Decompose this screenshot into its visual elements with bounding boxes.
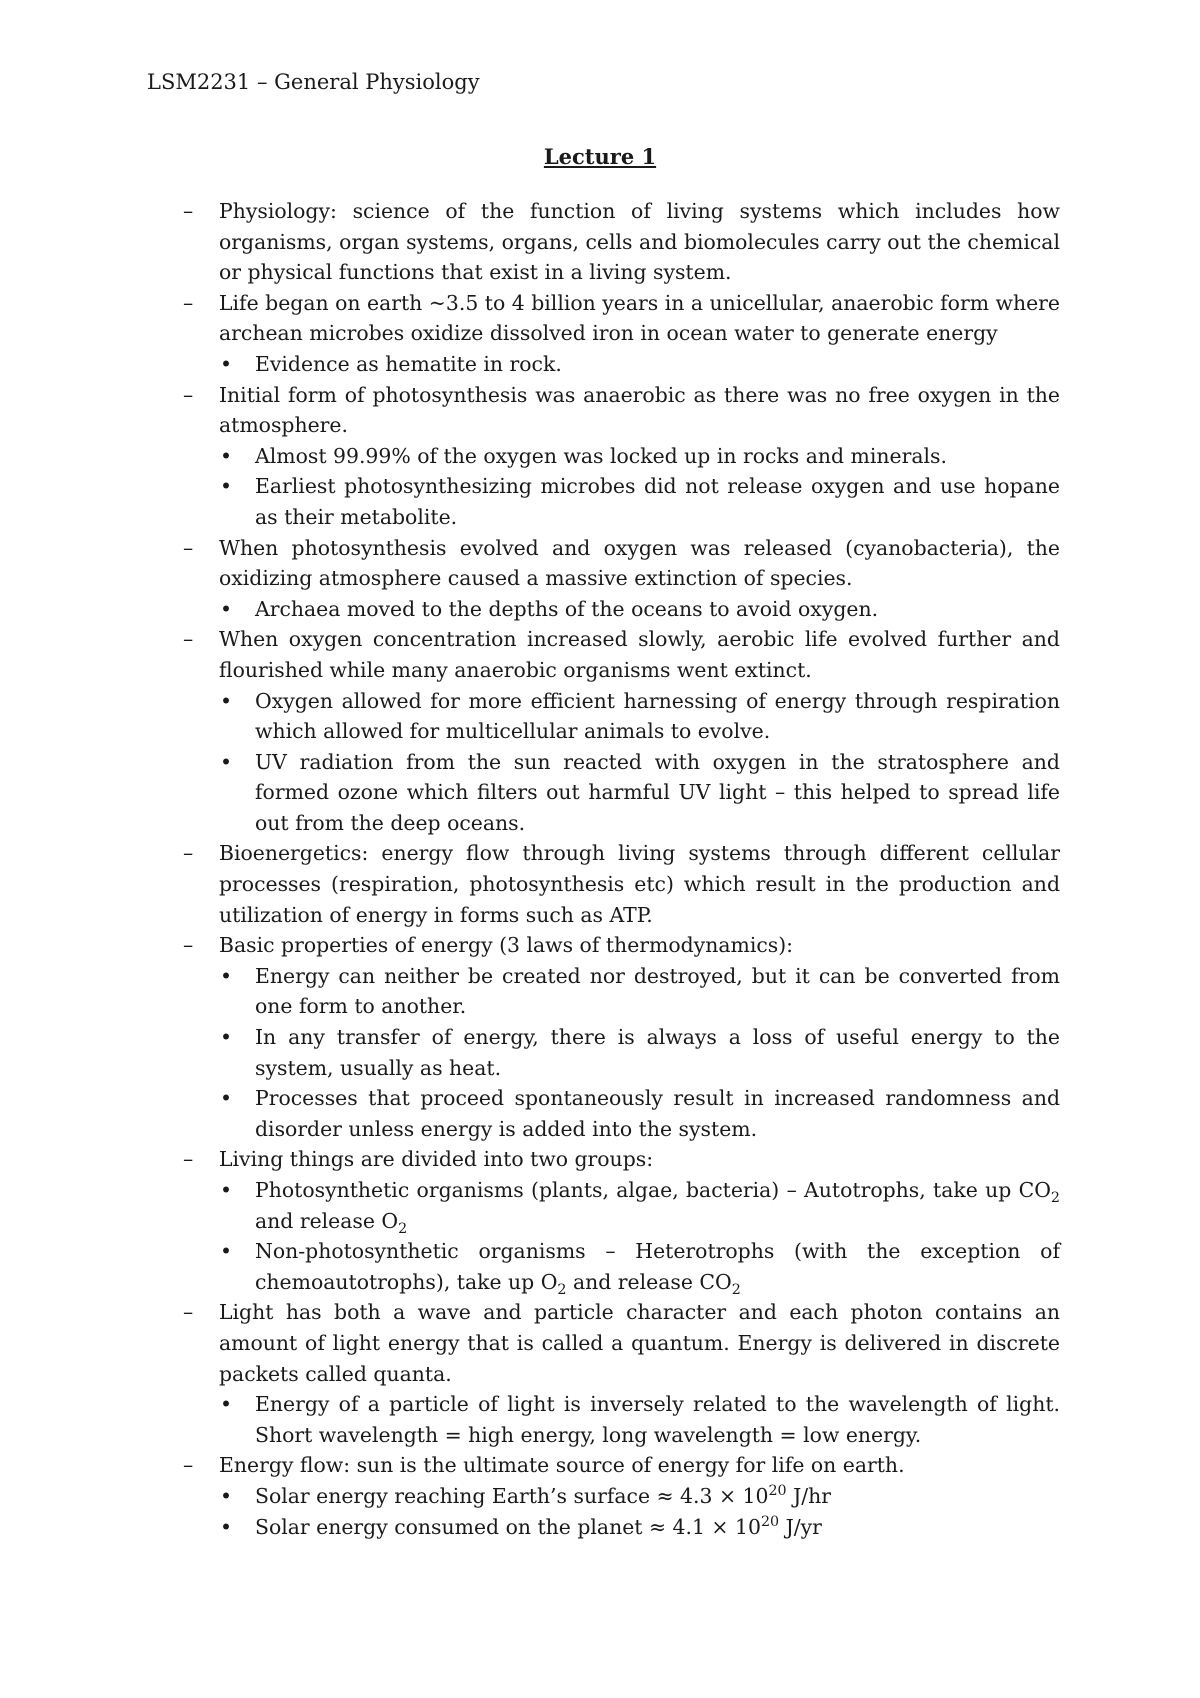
course-header: LSM2231 – General Physiology	[147, 70, 480, 94]
sub-bullet-item	[147, 1481, 1060, 1512]
bullet-marker: •	[220, 1025, 233, 1050]
dash-marker: –	[183, 1453, 194, 1478]
note-item	[183, 1297, 1060, 1389]
note-item	[183, 838, 1060, 930]
sub-bullet-text: Processes that proceed spontaneously result in increased randomness and disorder unless energy is added into the system.	[255, 1086, 1060, 1141]
note-item	[183, 930, 1060, 961]
sub-bullet-text: Energy of a particle of light is inversely related to the wavelength of light. Short wavelength = high energy, long wavelength = low energy.	[255, 1392, 1060, 1447]
note-item	[183, 533, 1060, 594]
bullet-marker: •	[220, 1178, 233, 1202]
note-item	[183, 380, 1060, 441]
sub-bullet-text: Photosynthetic organisms (plants, algae, bacteria) – Autotrophs, take up $CO_2$ and release $O_2$	[255, 1178, 1060, 1237]
note-text: Living things are divided into two groups:	[219, 1147, 654, 1172]
dash-marker: –	[183, 199, 194, 223]
note-text: Initial form of photosynthesis was anaerobic as there was no free oxygen in the atmosphere.	[219, 382, 1060, 438]
sub-bullet-text: Archaea moved to the depths of the oceans to avoid oxygen.	[255, 596, 879, 621]
sub-bullet-text: Solar energy reaching Earth’s surface ≈ $4.3 \times 10^{20}$ J/hr	[255, 1483, 832, 1508]
bullet-marker: •	[220, 1239, 233, 1264]
sub-bullet-item	[147, 747, 1060, 839]
sub-bullet-item	[147, 1083, 1060, 1144]
dash-marker: –	[183, 841, 194, 866]
bullet-marker: •	[220, 351, 233, 376]
sub-bullet-item	[147, 594, 1060, 625]
bullet-marker: •	[220, 688, 233, 713]
dash-marker: –	[183, 1147, 194, 1172]
dash-marker: –	[183, 1300, 194, 1325]
note-text: Light has both a wave and particle character and each photon contains an amount of light energy that is called a quantum. Energy is delivered in discrete packets called quanta.	[219, 1300, 1060, 1386]
note-text: Basic properties of energy (3 laws of thermodynamics):	[219, 933, 794, 958]
lecture-title: Lecture 1	[543, 144, 657, 169]
note-text: Energy flow: sun is the ultimate source of energy for life on earth.	[219, 1453, 905, 1478]
bullet-marker: •	[220, 596, 233, 621]
sub-bullet-item	[147, 1175, 1060, 1236]
note-text: Life began on earth ~3.5 to 4 billion years in a unicellular, anaerobic form where archean microbes oxidize dissolved iron in ocean water to generate energy	[219, 290, 1060, 346]
dash-marker: –	[183, 627, 194, 652]
bullet-marker: •	[220, 1392, 233, 1417]
bullet-marker: •	[220, 474, 233, 499]
bullet-marker: •	[220, 1086, 233, 1111]
sub-bullet-text: UV radiation from the sun reacted with oxygen in the stratosphere and formed ozone which filters out harmful UV light – this helped to spread life out from the deep oceans.	[255, 749, 1060, 835]
note-text: Bioenergetics: energy flow through living systems through different cellular processes (respiration, photosynthesis etc) which result in the production and utilization of energy in forms such as ATP.	[219, 841, 1060, 927]
note-text: When oxygen concentration increased slowly, aerobic life evolved further and flourished while many anaerobic organisms went extinct.	[219, 627, 1060, 682]
sub-bullet-item	[147, 1389, 1060, 1450]
sub-bullet-item	[147, 1512, 1060, 1543]
sub-bullet-item	[147, 471, 1060, 532]
dash-marker: –	[183, 535, 194, 560]
bullet-marker: •	[220, 963, 233, 988]
sub-bullet-item	[147, 1236, 1060, 1297]
note-text: When photosynthesis evolved and oxygen was released (cyanobacteria), the oxidizing atmosphere caused a massive extinction of species.	[219, 535, 1060, 591]
sub-bullet-item	[147, 686, 1060, 747]
sub-bullet-text: Almost 99.99% of the oxygen was locked up in rocks and minerals.	[255, 443, 947, 468]
dash-marker: –	[183, 382, 194, 407]
bullet-marker: •	[220, 1514, 233, 1539]
lecture-notes	[183, 196, 1060, 1542]
dash-marker: –	[183, 933, 194, 958]
note-item	[183, 1144, 1060, 1175]
note-item	[183, 288, 1060, 349]
sub-bullet-item	[147, 349, 1060, 380]
note-item	[183, 196, 1060, 288]
sub-bullet-item	[147, 441, 1060, 472]
sub-bullet-text: Earliest photosynthesizing microbes did not release oxygen and use hopane as their metabolite.	[255, 474, 1060, 529]
dash-marker: –	[183, 290, 194, 315]
bullet-marker: •	[220, 749, 233, 774]
note-item	[183, 624, 1060, 685]
note-item	[183, 1450, 1060, 1481]
sub-bullet-text: Energy can neither be created nor destroyed, but it can be converted from one form to another.	[255, 963, 1060, 1019]
sub-bullet-text: Solar energy consumed on the planet ≈ $4.1 \times 10^{20}$ J/yr	[255, 1513, 822, 1539]
sub-bullet-text: In any transfer of energy, there is always a loss of useful energy to the system, usually as heat.	[255, 1025, 1060, 1080]
sub-bullet-item	[147, 1022, 1060, 1083]
bullet-marker: •	[220, 1483, 233, 1508]
sub-bullet-text: Oxygen allowed for more efficient harnessing of energy through respiration which allowed for multicellular animals to evolve.	[255, 688, 1060, 744]
sub-bullet-text: Non-photosynthetic organisms – Heterotrophs (with the exception of chemoautotrophs), take up $O_2$ and release $CO_2$	[255, 1239, 1060, 1298]
sub-bullet-item	[147, 961, 1060, 1022]
note-text: Physiology: science of the function of living systems which includes how organisms, organ systems, organs, cells and biomolecules carry out the chemical or physical functions that exist in a living system.	[219, 199, 1060, 285]
bullet-marker: •	[220, 443, 233, 468]
sub-bullet-text: Evidence as hematite in rock.	[255, 351, 562, 376]
